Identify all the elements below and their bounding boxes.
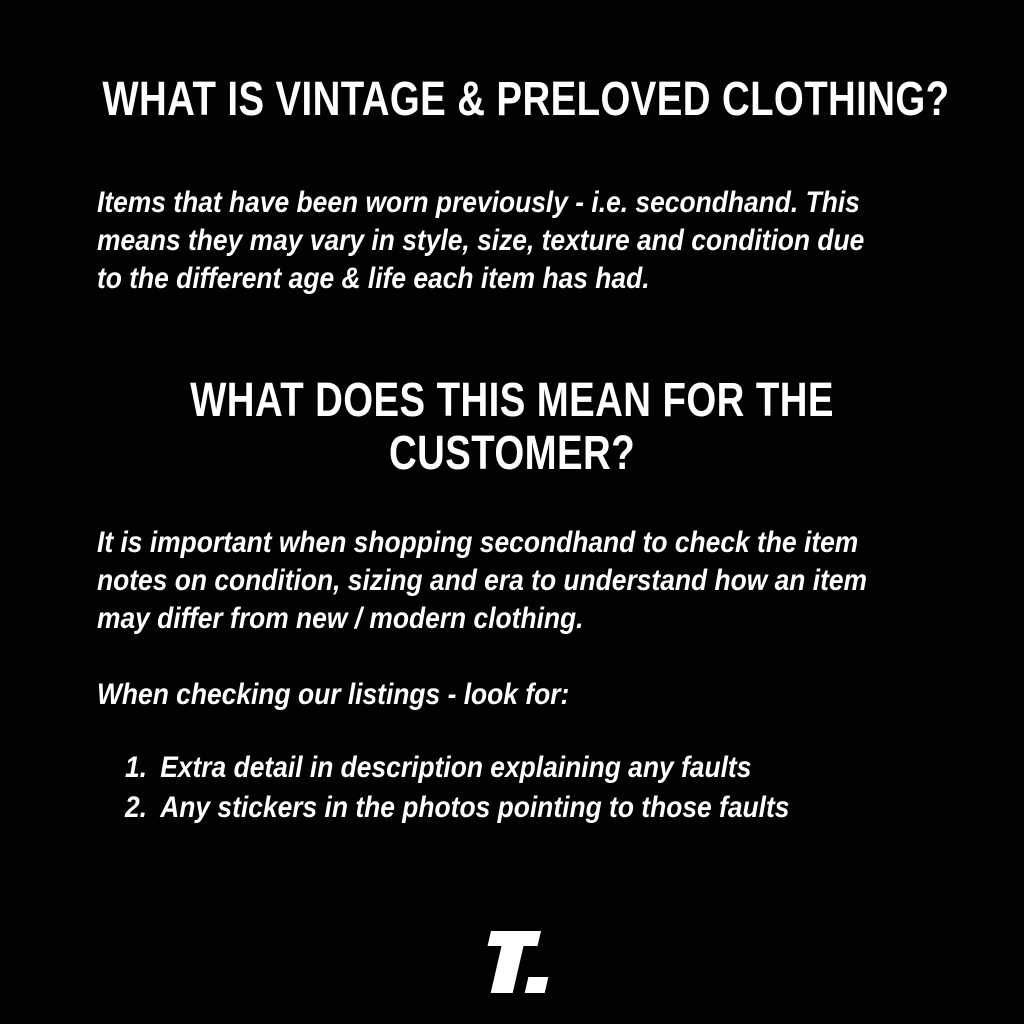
intro-paragraph xyxy=(97,184,864,298)
intro-line-2: means they may vary in style, size, texture and condition due xyxy=(97,224,865,257)
t-logo-icon xyxy=(477,931,551,993)
section-heading-line-2: CUSTOMER? xyxy=(388,427,636,480)
checklist-item-number: 1. xyxy=(125,751,148,784)
section-heading-line-1: WHAT DOES THIS MEAN FOR THE xyxy=(190,374,834,427)
page-title: WHAT IS VINTAGE & PRELOVED CLOTHING? xyxy=(102,73,950,126)
checklist-item-text: Extra detail in description explaining any faults xyxy=(160,751,752,784)
fault-checklist xyxy=(125,748,789,828)
customer-info-paragraph xyxy=(97,524,867,638)
checklist-item xyxy=(125,788,789,828)
listings-lead-text: When checking our listings - look for: xyxy=(97,678,570,711)
brand-logo xyxy=(477,931,551,993)
customer-info-line-2: notes on condition, sizing and era to understand how an item xyxy=(97,564,868,597)
checklist-item xyxy=(125,748,789,788)
customer-info-line-3: may differ from new / modern clothing. xyxy=(97,602,584,635)
checklist-item-number: 2. xyxy=(125,791,148,824)
intro-line-3: to the different age & life each item has had. xyxy=(97,262,650,295)
intro-line-1: Items that have been worn previously - i.e. secondhand. This xyxy=(97,186,860,219)
section-heading-customer xyxy=(102,374,921,480)
customer-info-line-1: It is important when shopping secondhand to check the item xyxy=(97,526,859,559)
checklist-item-text: Any stickers in the photos pointing to those faults xyxy=(160,791,790,824)
